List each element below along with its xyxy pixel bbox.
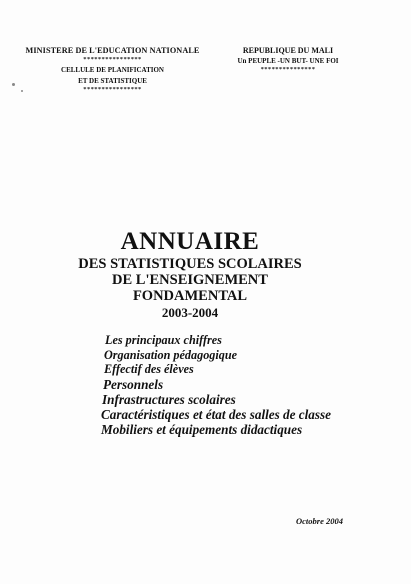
contents-item: Infrastructures scolaires <box>102 391 236 407</box>
contents-item: Mobiliers et équipements didactiques <box>101 421 303 437</box>
subtitle-line-2: DE L'ENSEIGNEMENT <box>112 272 268 288</box>
country-motto: Un PEUPLE -UN BUT- UNE FOI <box>237 57 339 65</box>
contents-item: Effectif des élèves <box>104 362 194 377</box>
title-block <box>40 228 340 321</box>
ministry-header <box>20 46 205 94</box>
subtitle-line-3: FONDAMENTAL <box>132 288 248 304</box>
contents-item: Organisation pédagogique <box>104 347 238 362</box>
contents-list <box>101 333 401 437</box>
country-header <box>228 46 348 74</box>
unit-name-line1: CELLULE DE PLANIFICATION <box>61 66 164 74</box>
unit-name-line2: ET DE STATISTIQUE <box>78 77 147 85</box>
ministry-stars: **************** <box>83 56 142 63</box>
contents-item: Personnels <box>103 376 164 392</box>
document-title: ANNUAIRE <box>120 228 260 255</box>
school-year: 2003-2004 <box>161 305 219 320</box>
contents-item: Caractéristiques et état des salles de classe <box>101 406 332 422</box>
scan-speck <box>12 83 15 86</box>
country-stars: *************** <box>260 66 316 73</box>
unit-stars: **************** <box>83 86 142 93</box>
contents-item: Les principaux chiffres <box>105 333 222 347</box>
publication-date: Octobre 2004 <box>296 516 343 526</box>
ministry-name: MINISTERE DE L'EDUCATION NATIONALE <box>25 46 200 55</box>
subtitle-line-1: DES STATISTIQUES SCOLAIRES <box>78 256 302 272</box>
country-name: REPUBLIQUE DU MALI <box>242 46 334 55</box>
scan-speck <box>21 90 23 92</box>
